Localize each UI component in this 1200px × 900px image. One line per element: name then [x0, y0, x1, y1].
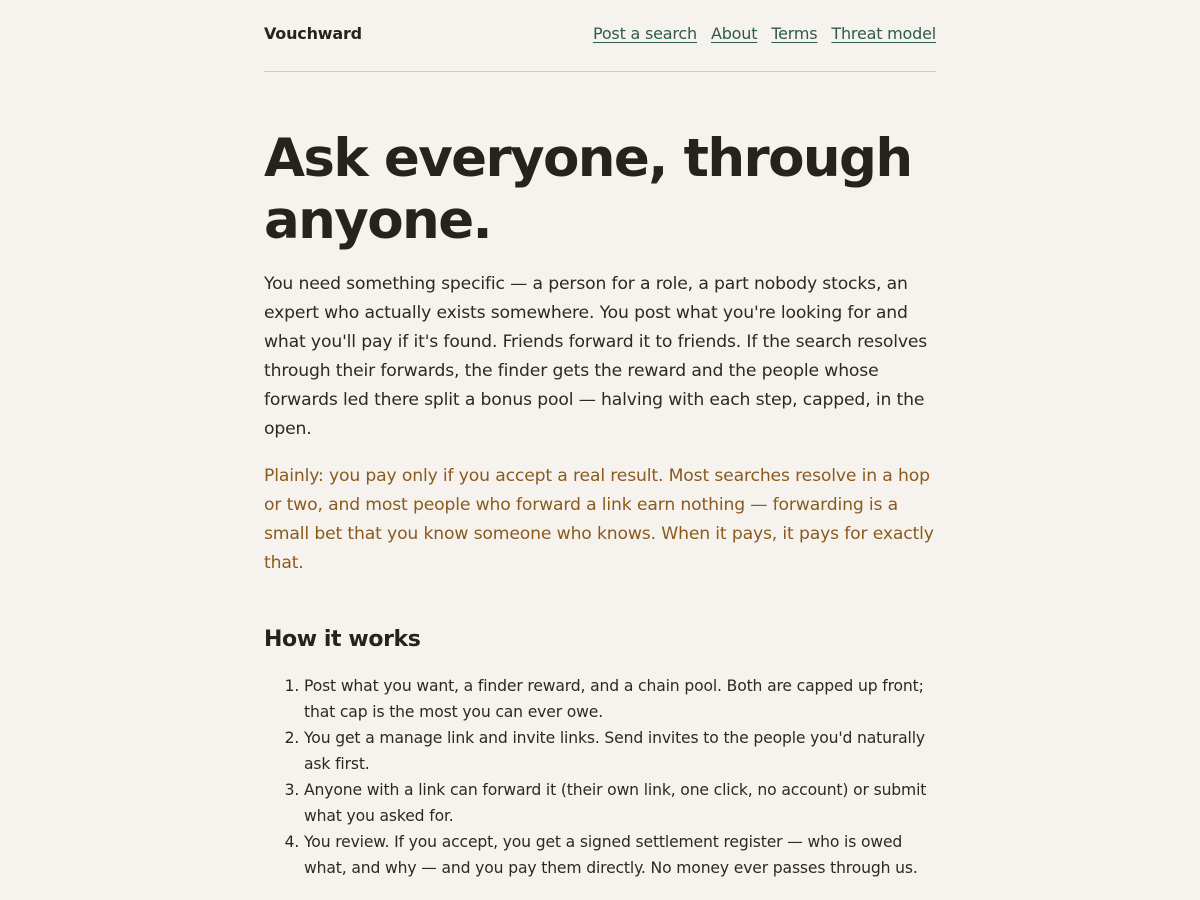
plainly-paragraph: Plainly: you pay only if you accept a real result. Most searches resolve in a hop or two, and most people who forward a link earn nothing — forwarding is a small bet that you know someone who knows. When it pays, it pays for exactly that.: [264, 466, 934, 573]
nav-link-post-search[interactable]: Post a search: [592, 24, 697, 43]
site-header: [264, 0, 936, 72]
steps-list: [264, 673, 936, 881]
nav-link-threat-model[interactable]: Threat model: [831, 24, 936, 43]
nav-link-terms[interactable]: Terms: [771, 24, 818, 43]
page-container: [264, 0, 936, 877]
brand-logo-text[interactable]: Vouchward: [264, 24, 362, 43]
list-item: 2. You get a manage link and invite links. Send invites to the people you'd naturally ask first.: [304, 725, 936, 777]
how-it-works-heading: How it works: [264, 627, 421, 652]
list-item: 4. You review. If you accept, you get a signed settlement register — who is owed what, and why — and you pay them directly. No money ever passes through us.: [304, 829, 936, 881]
nav-link-about[interactable]: About: [710, 24, 758, 43]
page-title: Ask everyone, through anyone.: [264, 128, 912, 251]
list-item: 1. Post what you want, a finder reward, and a chain pool. Both are capped up front; that cap is the most you can ever owe.: [304, 673, 936, 725]
list-item: 3. Anyone with a link can forward it (their own link, one click, no account) or submit what you asked for.: [304, 777, 936, 829]
top-nav: [593, 24, 936, 44]
intro-paragraph: You need something specific — a person for a role, a part nobody stocks, an expert who actually exists somewhere. You post what you're looking for and what you'll pay if it's found. Friends forward it to friends. If the search resolves through their forwards, the finder gets the reward and the people whose forwards led there split a bonus pool — halving with each step, capped, in the open.: [264, 274, 928, 439]
